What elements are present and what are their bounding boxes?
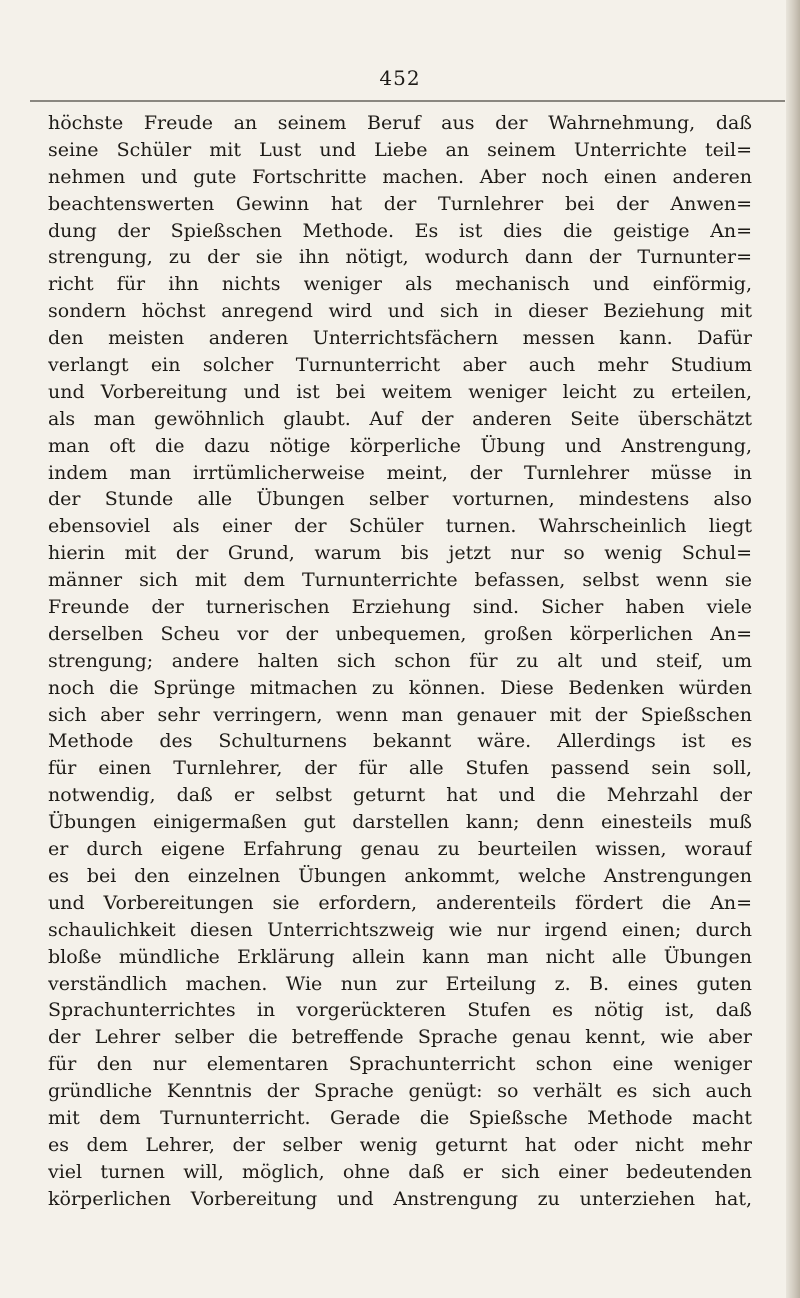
text-line: es bei den einzelnen Übungen ankommt, welche Anstrengungen <box>48 864 752 887</box>
text-line: den meisten anderen Unterrichtsfächern messen kann. Dafür <box>48 327 752 350</box>
text-line: notwendig, daß er selbst geturnt hat und die Mehrzahl der <box>48 784 752 807</box>
text-line: als man gewöhnlich glaubt. Auf der anderen Seite überschätzt <box>48 407 752 430</box>
text-line: hierin mit der Grund, warum bis jetzt nur so wenig Schul= <box>48 542 752 565</box>
text-line: bloße mündliche Erklärung allein kann man nicht alle Übungen <box>48 945 752 968</box>
text-line: männer sich mit dem Turnunterrichte befassen, selbst wenn sie <box>48 569 752 592</box>
text-line: der Lehrer selber die betreffende Sprache genau kennt, wie aber <box>48 1026 752 1049</box>
body-text <box>48 110 752 1213</box>
text-line: indem man irrtümlicherweise meint, der Turnlehrer müsse in <box>48 461 752 484</box>
text-line: richt für ihn nichts weniger als mechanisch und einförmig, <box>48 273 752 296</box>
text-line: verständlich machen. Wie nun zur Erteilung z. B. eines guten <box>48 972 752 995</box>
text-line: seine Schüler mit Lust und Liebe an seinem Unterrichte teil= <box>48 138 752 161</box>
text-line: für den nur elementaren Sprachunterricht schon eine weniger <box>48 1053 752 1076</box>
text-line: Freunde der turnerischen Erziehung sind. Sicher haben viele <box>48 596 752 619</box>
text-line: nehmen und gute Fortschritte machen. Aber noch einen anderen <box>48 165 752 188</box>
text-line: strengung; andere halten sich schon für zu alt und steif, um <box>48 649 752 672</box>
page-number: 452 <box>379 66 421 90</box>
text-line: mit dem Turnunterricht. Gerade die Spießsche Methode macht <box>48 1106 752 1129</box>
text-line: gründliche Kenntnis der Sprache genügt: so verhält es sich auch <box>48 1080 752 1103</box>
text-line: er durch eigene Erfahrung genau zu beurteilen wissen, worauf <box>48 838 752 861</box>
text-line: und Vorbereitung und ist bei weitem weniger leicht zu erteilen, <box>48 380 752 403</box>
text-line: strengung, zu der sie ihn nötigt, wodurch dann der Turnunter= <box>48 246 752 269</box>
text-line: der Stunde alle Übungen selber vorturnen, mindestens also <box>48 488 752 511</box>
text-line: verlangt ein solcher Turnunterricht aber auch mehr Studium <box>48 354 752 377</box>
text-line: höchste Freude an seinem Beruf aus der Wahrnehmung, daß <box>48 112 752 134</box>
header-rule <box>30 100 785 102</box>
text-line: sich aber sehr verringern, wenn man genauer mit der Spießschen <box>48 703 752 726</box>
text-line: ebensoviel als einer der Schüler turnen. Wahrscheinlich liegt <box>48 515 752 538</box>
text-line: für einen Turnlehrer, der für alle Stufen passend sein soll, <box>48 757 752 780</box>
text-line: sondern höchst anregend wird und sich in dieser Beziehung mit <box>48 300 752 323</box>
text-line: und Vorbereitungen sie erfordern, anderenteils fördert die An= <box>48 891 752 914</box>
page-edge-shadow <box>786 0 800 1298</box>
text-line: es dem Lehrer, der selber wenig geturnt hat oder nicht mehr <box>48 1133 752 1156</box>
text-line: dung der Spießschen Methode. Es ist dies die geistige An= <box>48 219 752 242</box>
text-line: beachtenswerten Gewinn hat der Turnlehrer bei der Anwen= <box>48 192 752 215</box>
text-line: Übungen einigermaßen gut darstellen kann; denn einesteils muß <box>48 811 752 834</box>
text-line: derselben Scheu vor der unbequemen, großen körperlichen An= <box>48 622 752 645</box>
text-line: Methode des Schulturnens bekannt wäre. Allerdings ist es <box>48 730 752 753</box>
text-line: man oft die dazu nötige körperliche Übung und Anstrengung, <box>48 434 752 457</box>
text-line: noch die Sprünge mitmachen zu können. Diese Bedenken würden <box>48 676 752 699</box>
text-line: körperlichen Vorbereitung und Anstrengung zu unterziehen hat, <box>48 1187 752 1210</box>
text-line: Sprachunterrichtes in vorgerückteren Stufen es nötig ist, daß <box>48 999 752 1022</box>
text-line: schaulichkeit diesen Unterrichtszweig wie nur irgend einen; durch <box>48 918 752 941</box>
text-line: viel turnen will, möglich, ohne daß er sich einer bedeutenden <box>48 1160 752 1183</box>
